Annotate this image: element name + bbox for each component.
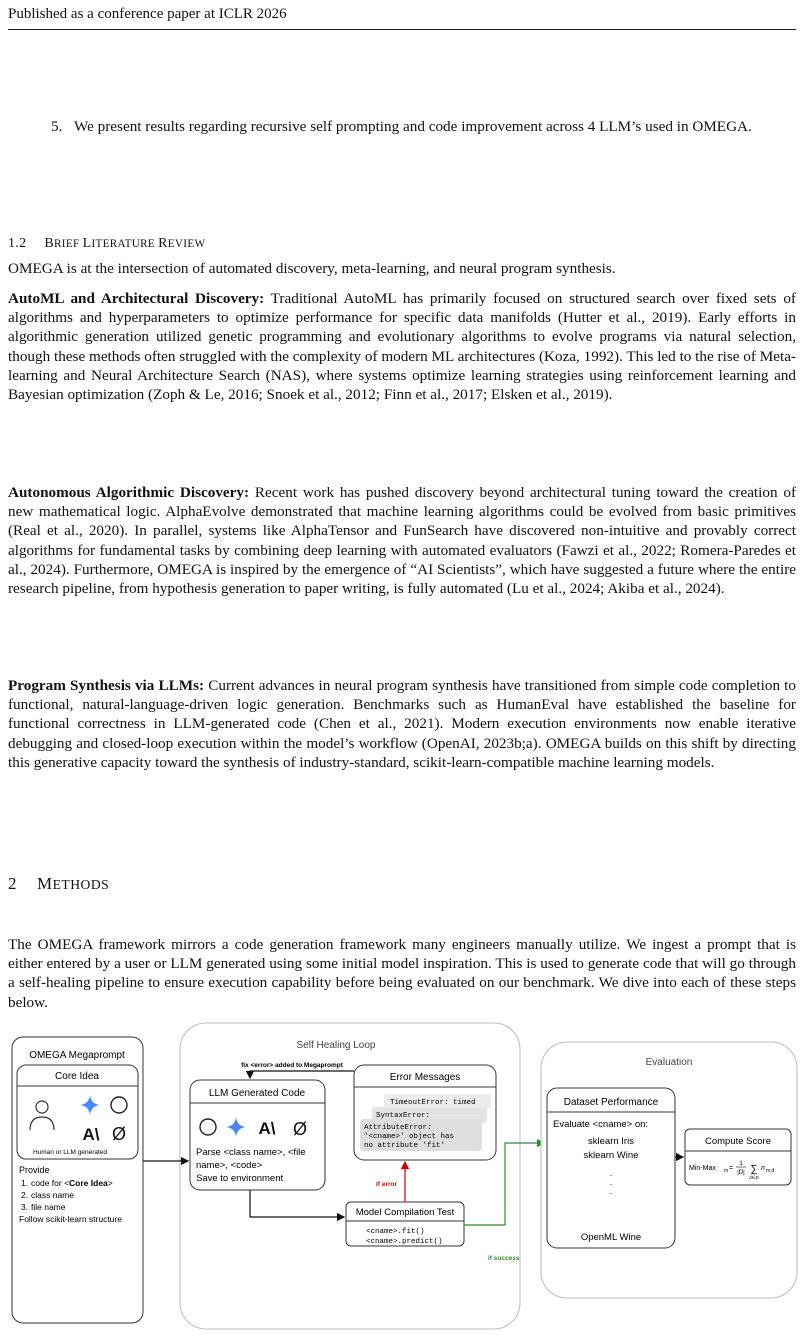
fit-call: <cname>.fit() xyxy=(366,1228,425,1236)
formula-n: n xyxy=(761,1165,765,1172)
provide-n1: 1. xyxy=(21,1178,29,1188)
list-number: 5. xyxy=(51,118,63,135)
core-idea-label: Core Idea xyxy=(55,1071,99,1082)
dataset-iris: sklearn Iris xyxy=(588,1136,634,1147)
provide-item-3: file name xyxy=(31,1202,66,1212)
provide-n2: 2. xyxy=(21,1190,29,1200)
formula-frac-den: |D| xyxy=(737,1170,745,1176)
methods-paragraph: The OMEGA framework mirrors a code generation framework many engineers manually utilize. We ingest a prompt that is either entered by a user or LLM generated using some initial model inspiration. This is used to generate code that will go through a self-healing pipeline to ensure execution capability before being evaluated on our benchmark. We dive into each of these steps below. xyxy=(8,936,796,1011)
autonomous-heading: Autonomous Algorithmic Discovery: xyxy=(8,484,250,501)
list-text: We present results regarding recursive self prompting and code improvement across 4 LLM’s used in OMEGA. xyxy=(74,118,752,135)
running-header: Published as a conference paper at ICLR 2026 xyxy=(8,6,287,22)
section-number: 2 xyxy=(8,874,17,893)
megaprompt-title: OMEGA Megaprompt xyxy=(29,1050,125,1061)
llm-code-title: LLM Generated Code xyxy=(208,1088,306,1099)
subsection-heading xyxy=(8,236,205,252)
parse-line-3: Save to environment xyxy=(196,1173,284,1184)
fix-error-label: fix <error> added to Megaprompt xyxy=(241,1062,343,1069)
xai-icon: Ø xyxy=(111,1124,127,1144)
program-synthesis-paragraph xyxy=(8,676,796,772)
provide-item-1: code for <Core Idea> xyxy=(31,1178,113,1188)
contribution-item-5 xyxy=(46,117,794,136)
compilation-test-title: Model Compilation Test xyxy=(355,1207,455,1218)
error-syntax: SyntaxError: xyxy=(376,1112,431,1120)
human-llm-caption: Human or LLM generated xyxy=(32,1149,108,1156)
program-synthesis-heading: Program Synthesis via LLMs: xyxy=(8,677,205,694)
dataset-openml-wine: OpenML Wine xyxy=(580,1232,642,1243)
error-attribute-line-2: '<cname>' object has xyxy=(364,1133,455,1141)
intro-paragraph: OMEGA is at the intersection of automated discovery, meta-learning, and neural program synthesis. xyxy=(8,260,616,277)
error-messages-title: Error Messages xyxy=(389,1072,461,1083)
autonomous-discovery-paragraph xyxy=(8,483,796,598)
provide-item-2: class name xyxy=(31,1190,74,1200)
ellipsis-dots: · xyxy=(609,1170,613,1180)
parse-line-2: name>, <code> xyxy=(196,1160,263,1171)
evaluate-on-label: Evaluate <cname> on: xyxy=(553,1119,649,1130)
provide-n3: 3. xyxy=(21,1202,29,1212)
formula-sum: ∑ xyxy=(750,1164,758,1175)
automl-heading: AutoML and Architectural Discovery: xyxy=(8,290,265,307)
automl-body: Traditional AutoML has primarily focused on structured search over fixed sets of algorithms and hyperparameters to optimize performance for specific data manifolds (Hutter et al., 2019). Early efforts in algorithmic generation utilized genetic programming and evolutionary algorithms to evolve programs via natural selection, though these methods often struggled with the complexity of modern ML architectures (Koza, 1992). This led to the rise of Meta-learning and Neural Architecture Search (NAS), where systems optimize learning strategies using reinforcement learning and Bayesian optimization (Zoph & Le, 2016; Snoek et al., 2012; Finn et al., 2017; Elsken et al., 2019). xyxy=(8,290,796,404)
if-error-label: if error xyxy=(376,1181,397,1188)
predict-call: <cname>.predict() xyxy=(366,1238,443,1246)
ellipsis-dots: · xyxy=(609,1179,613,1189)
section-title-rest: ETHODS xyxy=(52,877,110,892)
autonomous-body: Recent work has pushed discovery beyond architectural tuning toward the creation of new mathematical logic. AlphaEvolve demonstrated that machine learning algorithms could be evolved from basic primitives (Real et al., 2020). In parallel, systems like AlphaTensor and FunSearch have discovered non-intuitive and provably correct algorithms for fundamental tasks by combining deep learning with automated evaluators (Fawzi et al., 2022; Romera-Paredes et al., 2024). Furthermore, OMEGA is inspired by the emergence of “AI Scientists”, which have suggested a future where the entire research pipeline, from hypothesis generation to paper writing, is fully automated (Lu et al., 2024; Akiba et al., 2024). xyxy=(8,484,797,598)
self-healing-title: Self Healing Loop xyxy=(296,1040,376,1051)
formula-eq: = xyxy=(729,1165,734,1172)
automl-paragraph xyxy=(8,289,796,404)
formula-n-sub: m,d xyxy=(766,1168,775,1174)
if-success-label: if success xyxy=(488,1255,520,1262)
dataset-wine: sklearn Wine xyxy=(583,1150,639,1161)
parse-line-1: Parse <class name>, <file xyxy=(196,1147,306,1158)
anthropic-icon: A\ xyxy=(258,1119,276,1138)
xai-icon: Ø xyxy=(292,1119,308,1139)
section-title-cap: M xyxy=(37,874,53,893)
compute-score-title: Compute Score xyxy=(704,1136,772,1147)
formula-frac-num: 1 xyxy=(739,1161,743,1167)
provide-label: Provide xyxy=(19,1165,50,1175)
subsection-title-part: RIEF xyxy=(54,238,83,250)
subsection-title-part: EVIEW xyxy=(167,238,206,250)
subsection-title-part: ITERATURE xyxy=(91,238,159,250)
program-synthesis-body: Current advances in neural program synthesis have transitioned from simple code completion to functional, natural-language-driven logic generation. Benchmarks such as HumanEval have established the baseline for functional correctness in LLM-generated code (Chen et al., 2021). Modern execution environments now enable iterative debugging and closed-loop execution within the model’s workflow (OpenAI, 2023b;a). OMEGA builds on this shift by directing this generative capacity toward the synthesis of industry-standard, scikit-learn-compatible machine learning models. xyxy=(8,677,796,771)
error-attribute-line-3: no attribute 'fit' xyxy=(364,1142,446,1150)
formula-sum-sub: d∈D xyxy=(749,1175,759,1180)
header-rule xyxy=(8,29,796,30)
formula-sub-m: m xyxy=(724,1168,729,1174)
subsection-title-cap-r: R xyxy=(158,236,168,251)
omega-pipeline-figure xyxy=(0,1015,806,1342)
subsection-title-cap-l: L xyxy=(82,236,92,251)
provide-item-4: Follow scikit-learn structure xyxy=(19,1214,122,1224)
evaluation-title: Evaluation xyxy=(645,1057,693,1068)
subsection-title-cap-b: B xyxy=(44,236,55,251)
dataset-performance-title: Dataset Performance xyxy=(563,1097,659,1108)
subsection-number: 1.2 xyxy=(8,236,27,251)
error-attribute: AttributeError: xyxy=(364,1124,432,1132)
error-timeout: TimeoutError: timed xyxy=(390,1099,476,1107)
ellipsis-dots: · xyxy=(609,1188,613,1198)
anthropic-icon: A\ xyxy=(82,1125,100,1144)
section-heading xyxy=(8,874,109,894)
formula-minmax: Min-Max xyxy=(689,1165,716,1172)
